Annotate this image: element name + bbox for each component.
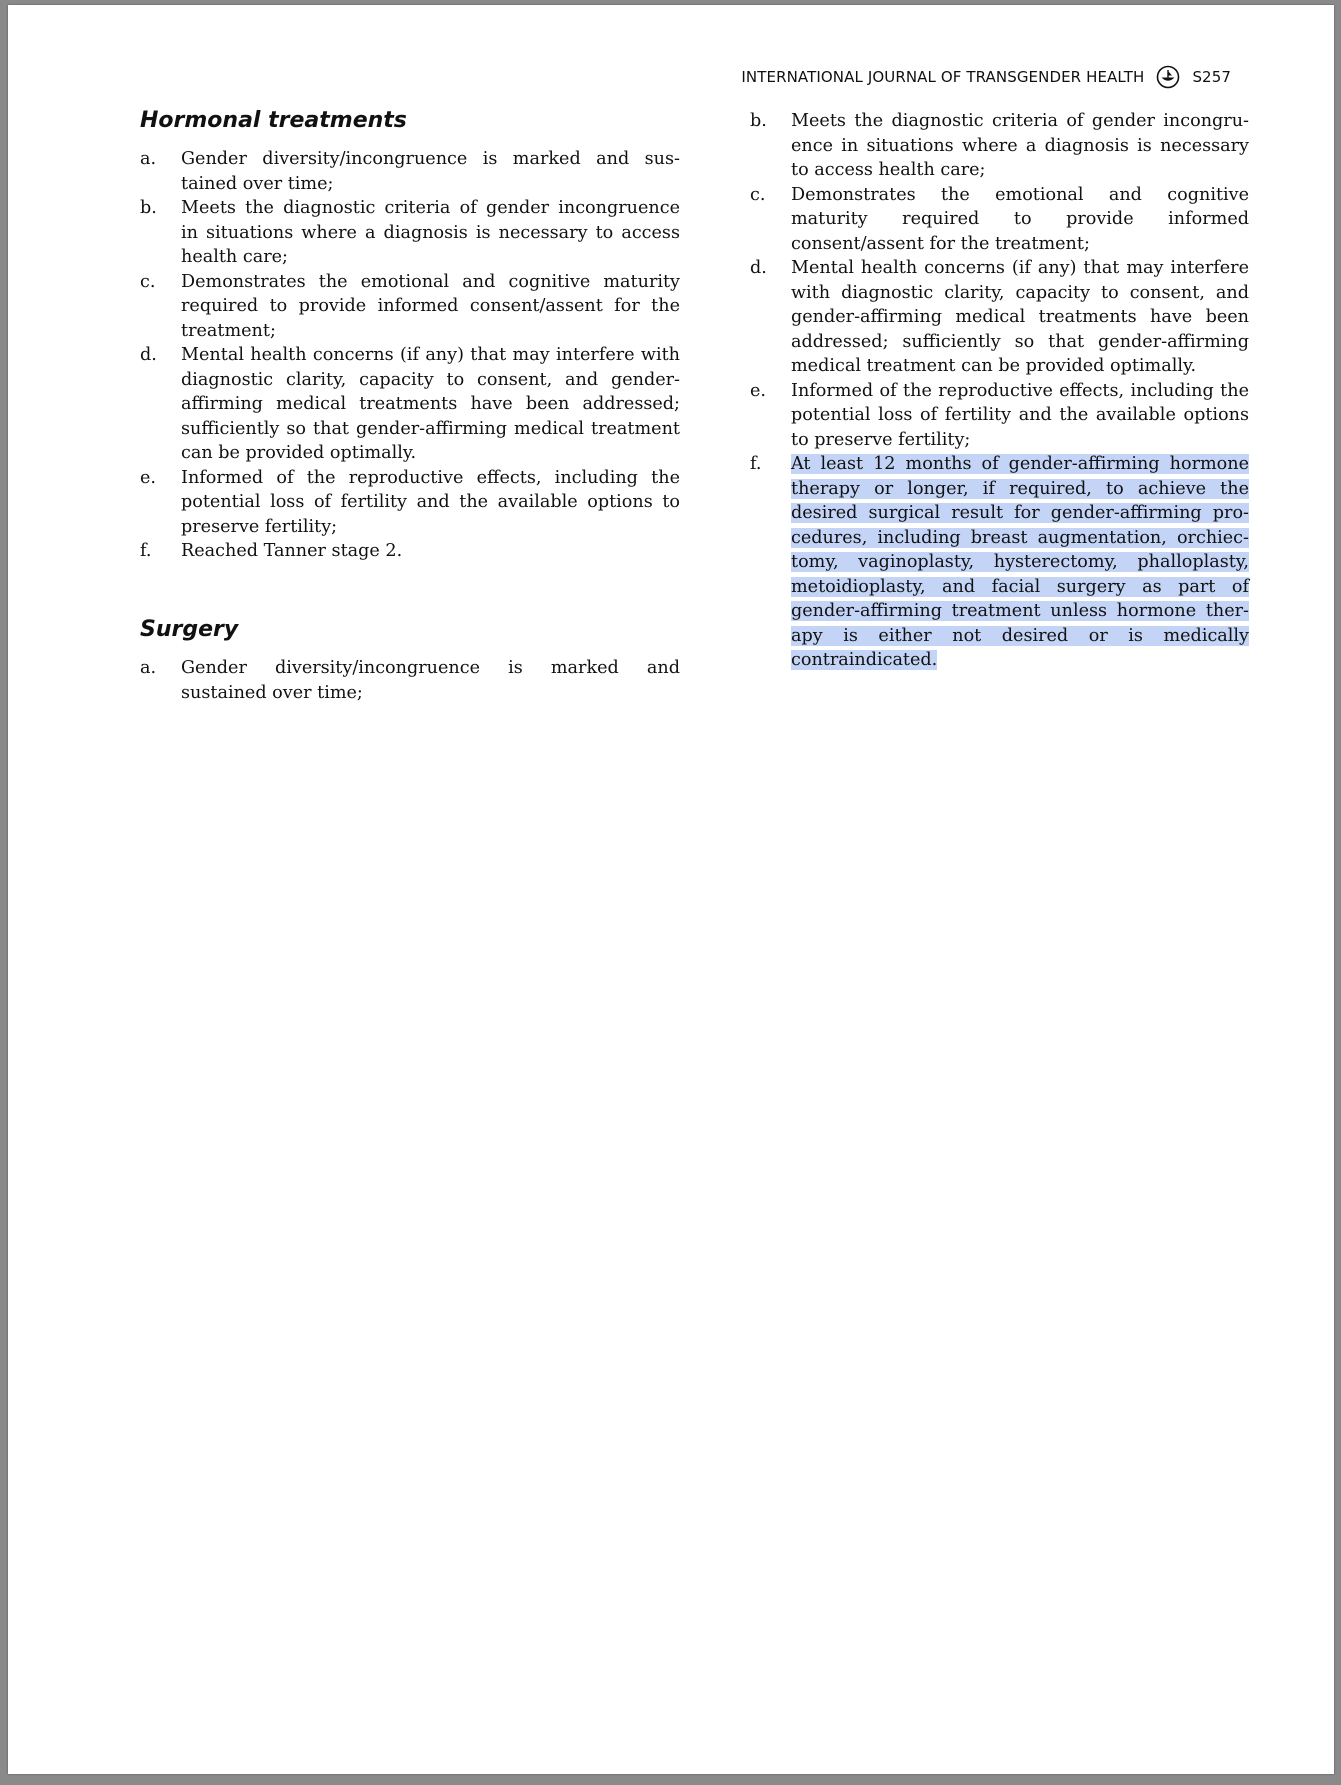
item-marker: d. — [750, 258, 767, 278]
item-text: Meets the diagnostic criteria of gender incongruence in situations where a diagnosis is necessary to access health care; — [791, 111, 1249, 180]
item-text: Gender diversity/incongruence is marked and sustained over time; — [181, 658, 680, 703]
page-number: S257 — [1192, 68, 1231, 86]
item-text: Demonstrates the emotional and cognitive maturity required to provide informed consent/assent for the treatment; — [791, 184, 1249, 254]
list-item — [140, 539, 680, 564]
item-text: Meets the diagnostic criteria of gender incongruence in situations where a diagnosis is necessary to access health care; — [181, 198, 680, 267]
item-text: Informed of the reproductive effects, including the potential loss of fertility and the available options to preserve fertility; — [791, 380, 1249, 450]
item-text: Informed of the reproductive effects, including the potential loss of fertility and the available options to preserve fertility; — [181, 467, 680, 537]
selected-text-highlight[interactable]: At least 12 months of gender-affirming hormone therapy or longer, if required, to achieve the desired surgical result for gender-affirming procedures, including breast augmentation, orchiectomy, vaginoplasty, hysterectomy, phalloplasty, metoidioplasty, and facial surgery as part of gender-affirming treatment unless hormone therapy is either not desired or is medically contraindicated. — [791, 454, 1249, 670]
surgery-heading: Surgery — [140, 617, 239, 642]
list-item — [140, 466, 680, 540]
item-text: Mental health concerns (if any) that may interfere with diagnostic clarity, capacity to consent, and gender-affirming medical treatments have been addressed; sufficiently so that gender-affirming medical treatment can be provided optimally. — [181, 345, 680, 463]
list-item — [140, 147, 680, 196]
item-text: Mental health concerns (if any) that may interfere with diagnostic clarity, capacity to consent, and gender-affirming medical treatments have been addressed; sufficiently so that gender-affirming medical treatment can be provided optimally. — [791, 258, 1249, 376]
item-text: Demonstrates the emotional and cognitive maturity required to provide informed consent/assent for the treatment; — [181, 271, 680, 341]
item-marker: e. — [750, 380, 767, 401]
item-marker: f. — [140, 541, 152, 561]
hormonal-criteria-list — [140, 147, 680, 564]
list-item — [750, 379, 1249, 453]
list-item — [140, 270, 680, 344]
item-text: Reached Tanner stage 2. — [181, 541, 403, 561]
item-marker: a. — [140, 658, 157, 678]
document-page — [8, 5, 1334, 1774]
item-marker: a. — [140, 149, 157, 169]
item-marker: f. — [750, 454, 762, 474]
item-marker: b. — [140, 198, 157, 218]
list-item — [140, 656, 680, 705]
item-marker: e. — [140, 467, 157, 488]
list-item — [750, 183, 1249, 257]
running-header — [741, 65, 1231, 89]
surgery-criteria-list-right — [750, 109, 1249, 673]
item-text[interactable] — [791, 452, 1249, 673]
item-marker: c. — [140, 271, 156, 292]
list-item — [750, 109, 1249, 183]
item-marker: c. — [750, 184, 766, 205]
journal-logo-icon — [1156, 65, 1180, 89]
item-marker: b. — [750, 111, 767, 131]
journal-title: INTERNATIONAL JOURNAL OF TRANSGENDER HEALTH — [741, 68, 1145, 86]
item-text: Gender diversity/incongruence is marked and sustained over time; — [181, 149, 680, 194]
list-item — [750, 256, 1249, 379]
item-marker: d. — [140, 345, 157, 365]
list-item — [140, 196, 680, 270]
list-item — [750, 452, 1249, 673]
surgery-criteria-list-left — [140, 656, 680, 705]
hormonal-treatments-heading: Hormonal treatments — [140, 108, 407, 133]
list-item — [140, 343, 680, 466]
